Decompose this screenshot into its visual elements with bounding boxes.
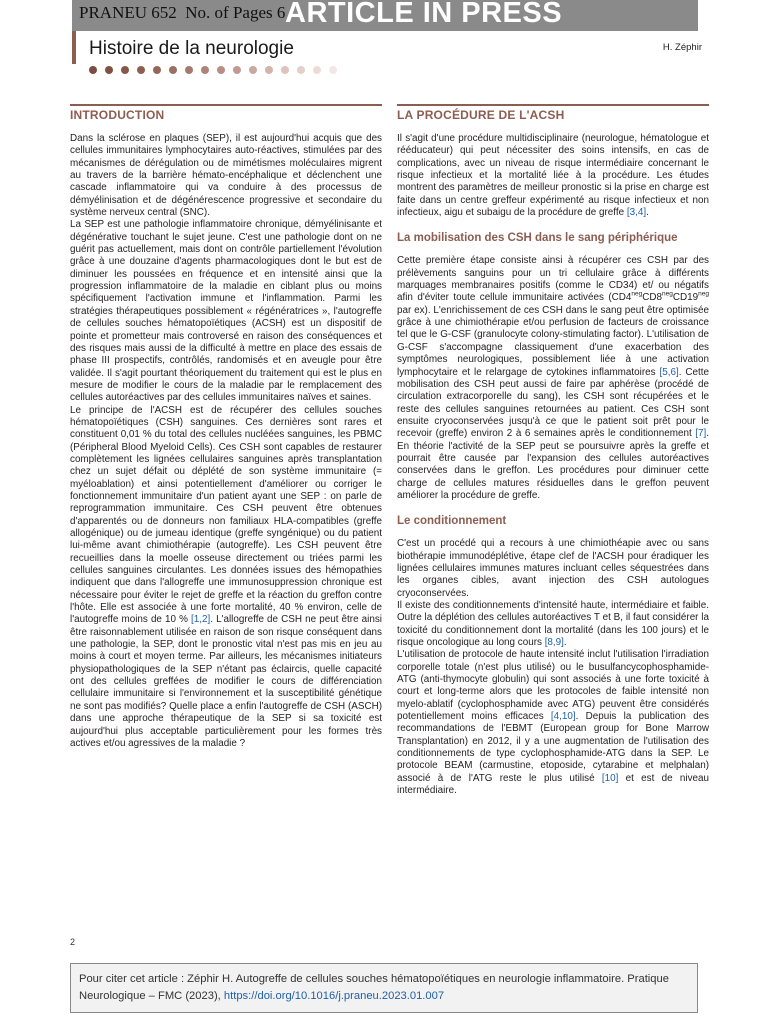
procedure-paragraph: Il s'agit d'une procédure multidisciplinaire (neurologue, hématologue et rééducateur) qui peut nécessiter des soins intensifs, en cas de complications, avec un niveau de risque intermédiaire concernant le risque infectieux et la mortalité liée à la procédure. Les études montrent des paramètres de meilleur pronostic si la prise en charge est faite dans un centre greffeur expérimenté au risque infectieux et non infectieux, aigu et subaigu de la procédure de greffe [3,4].	[397, 133, 709, 219]
mobilisation-paragraph: Cette première étape consiste ainsi à récupérer ces CSH par des prélèvements sanguins pour un tri cellulaire grâce à différents marquages membranaires positifs (comme le CD34) et/ ou négatifs afin d'éviter toute cellule immunitaire activées ($CD4^{neg}CD8^{neg}CD19^{neg}$ par ex). L'enrichissement de ces CSH dans le sang peut être optimisée grâce à une chimiothérapie et/ou perfusion de facteurs de croissance tel que le G-CSF (granulocyte colony-stimulating factor). L'utilisation de G-CSF s'accompagne classiquement d'une exacerbation des symptômes neurologiques, possiblement liée à une activation lymphocytaire et le relargage de cytokines inflammatoires [5,6]. Cette mobilisation des CSH peut aussi de faire par aphérèse (procédé de circulation extracorporelle du sang), les CSH sont récupérées et le reste des cellules sanguines retournées au patient. Ces CSH sont ensuite cryoconservées jusqu'à ce que le patient soit prêt pour le recevoir (greffe) environ 2 à 6 semaines après le conditionnement [7]. En théorie l'activité de la SEP peut se poursuivre après la greffe et pourrait être causée par l'expansion des cellules autoréactives conservées dans le greffon. Les procédures pour diminuer cette charge de cellules matures résiduelles dans le greffon peuvent améliorer la procédure de greffe.	[397, 255, 710, 501]
doi-link[interactable]: https://doi.org/10.1016/j.praneu.2023.01.007	[223, 990, 445, 1002]
conditionnement-paragraph: C'est un procédé qui a recours à une chimiothéapie avec ou sans biothérapie immunodéplétive, étape clef de l'ACSH pour éradiquer les lignées cellulaires immunes matures incluant celles séquestrées dans les organes cibles, avant injection des CSH autologues cryoconservées.	[397, 538, 709, 599]
intro-paragraph: Le principe de l'ACSH est de récupérer des cellules souches hématopoïétiques (CSH) sanguines. Ces dernières sont rares et constituent 0,01 % du total des cellules nucléées sanguines, les PBMC (Péripheral Blood Myeloid Cells). Ces CSH sont capables de restaurer complètement les lignées cellulaires sanguines après transplantation chez un sujet défait ou déplété de son système immunitaire (= myéloablation) et ainsi potentiellement d'améliorer ou corriger le fonctionnement immunitaire d'un patient ayant une SEP : on parle de reprogrammation immunitaire. Ces CSH peuvent être obtenues d'apparentés ou de donneurs non familiaux HLA-compatibles (greffe allogénique) ou de jumeau identique (greffe syngénique) ou du patient lui-même avant chimiothérapie (autogreffe). Les CSH peuvent être recueillies dans la moelle osseuse directement ou triées parmi les cellules sanguines circulantes. Les données issues des hémopathies indiquent que dans l'allogreffe une immunosuppression chronique est nécessaire pour éviter le rejet de greffe et la réaction du greffon contre l'hôte. Elle est associée à une forte mortalité, 40 % environ, celle de l'autogreffe moins de 10 % [1,2]. L'allogreffe de CSH ne peut être ainsi être raisonnablement utilisée en raison de son risque conséquent dans une pathologie, la SEP, dont le pronostic vital n'est pas mis en jeu au moins à court et moyen terme. Par ailleurs, les mécanismes initiateurs physiopathologiques de la SEP n'étant pas éclaircis, quelle capacité ont des cellules greffées de modifier le cours de différenciation cellulaire immunitaire si l'environnement et la susceptibilité génétique ne sont pas modifiés? Quelle place a enfin l'autogreffe de CSH (ASCH) dans une approche thérapeutique de la SEP si sa toxicité est aujourd'hui plus acceptable particulièrement pour les formes très actives et/ou agressives de la maladie ?	[70, 404, 382, 749]
citation-box: Pour citer cet article : Zéphir H. Autogreffe de cellules souches hématopoïétiques en neurologie inflammatoire. Pratique Neurologique – FMC (2023), https://doi.org/10.1016/j.praneu.2023.01.007	[70, 963, 698, 1013]
mobilisation-heading: La mobilisation des CSH dans le sang périphérique	[397, 232, 678, 245]
conditionnement-heading: Le conditionnement	[397, 515, 507, 528]
intro-paragraph: Dans la sclérose en plaques (SEP), il est aujourd'hui acquis que des cellules immunitaires lymphocytaires auto-réactives, stimulées par des mécanismes de dérégulation ou de mimétismes moléculaires migrent au travers de la barrière hémato-encéphalique et déclenchent une cascade inflammatoire qui va conduire à des processus de démyélinisation et de dégénérescence progressive et secondaire du système nerveux central (SNC).	[70, 133, 382, 219]
reference-link[interactable]: [1,2]	[191, 614, 211, 626]
left-column	[70, 104, 382, 750]
article-in-press-label: ARTICLE IN PRESS	[285, 0, 563, 29]
intro-paragraph: La SEP est une pathologie inflammatoire chronique, démyélinisante et dégénérative touchant le sujet jeune. C'est une pathologie dont on ne guérit pas actuellement, mais dont on contrôle partiellement l'évolution grâce à une douzaine d'agents pharmacologiques dont le but est de diminuer les poussées en fréquence et en intensité ainsi que la progression inflammatoire de la maladie en ciblant plus ou moins spécifiquement l'activation immune et l'inflammation. Parmi les stratégies thérapeutiques possiblement « régénératrices », l'autogreffe de cellules souches hématopoïétiques (ACSH) est un dispositif de pointe et prometteur mais controversé en raison des conséquences et des risques mais aussi de la difficulté à mettre en place des essais de phase III prospectifs, contrôlés, randomisés et en aveugle pour être validée. Il s'agit pourtant théoriquement du traitement qui est le plus en mesure de modifier le cours de la maladie par le remplacement des cellules autoréactives par des cellules immunitaires naïves et saines.	[70, 219, 382, 404]
reference-link[interactable]: [3,4]	[626, 207, 647, 219]
reference-link[interactable]: [4,10]	[550, 711, 576, 723]
article-status-bar	[72, 0, 698, 31]
conditionnement-paragraph: Il existe des conditionnements d'intensité haute, intermédiaire et faible. Outre la déplétion des cellules autoréactives T et B, il faut considérer la toxicité du conditionnement dont la mortalité (dans les 100 jours) et le risque oncologique au long cours [8,9].	[397, 600, 709, 649]
reference-link[interactable]: [7]	[695, 428, 707, 440]
section-title: Histoire de la neurologie	[89, 38, 294, 59]
introduction-heading: INTRODUCTION	[70, 104, 382, 122]
reference-link[interactable]: [5,6]	[659, 366, 679, 378]
header-accent-rule	[72, 31, 76, 64]
page-number: 2	[70, 937, 76, 947]
journal-id: PRANEU 652 No. of Pages 6	[79, 3, 286, 22]
reference-link[interactable]: [8,9]	[544, 637, 564, 649]
conditionnement-paragraph: L'utilisation de protocole de haute intensité inclut l'utilisation l'irradiation corporelle totale (n'est plus utilisé) ou le busulfancycophosphamide-ATG (anti-thymocyte globulin) qui sont associés à une forte toxicité à court et long-terme alors que les protocoles de faible intensité non myelo-ablatif (cyclophosphamide avec ATG) peuvent être considérés potentiellement moins efficaces [4,10]. Depuis la publication des recommandations de l'EBMT (European group for Bone Marrow Transplantation) en 2012, il y a une augmentation de l'utilisation des conditionnements de type cyclophosphamide-ATG dans la SEP. Le protocole BEAM (carmustine, etoposide, cytarabine et melphalan) associé à de l'ATG reste le plus utilisé [10] et est de niveau intermédiaire.	[397, 649, 710, 797]
running-author: H. Zéphir	[662, 42, 702, 53]
reference-link[interactable]: [10]	[601, 772, 619, 784]
procedure-heading: LA PROCÉDURE DE L'ACSH	[397, 104, 709, 122]
right-column	[397, 104, 709, 798]
